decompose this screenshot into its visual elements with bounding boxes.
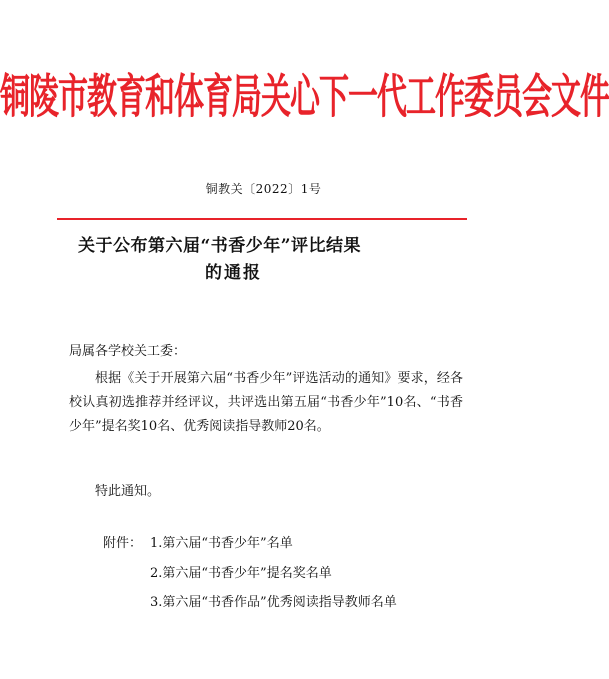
document-title-line-1: 关于公布第六届“书香少年”评比结果 [78, 236, 362, 256]
red-divider-line [57, 218, 467, 220]
attachment-item: 2.第六届“书香少年”提名奖名单 [150, 566, 332, 581]
attachment-item: 3.第六届“书香作品”优秀阅读指导教师名单 [150, 595, 397, 610]
issuer-header: 铜陵市教育和体育局关心下一代工作委员会文件 [0, 70, 609, 125]
salutation: 局属各学校关工委： [69, 344, 187, 359]
body-paragraph: 根据《关于开展第六届“书香少年”评选活动的通知》要求，经各校认真初选推荐并经评议，共评选出第五届“书香少年”10名、“书香少年”提名奖10名、优秀阅读指导教师20名。 [69, 371, 463, 434]
document-title-line-2: 的通报 [205, 263, 262, 283]
document-number: 铜教关〔2022〕1号 [205, 182, 322, 196]
attachments-label: 附件： [103, 536, 143, 551]
closing-line: 特此通知。 [95, 484, 161, 499]
attachment-item: 1.第六届“书香少年”名单 [150, 536, 293, 551]
